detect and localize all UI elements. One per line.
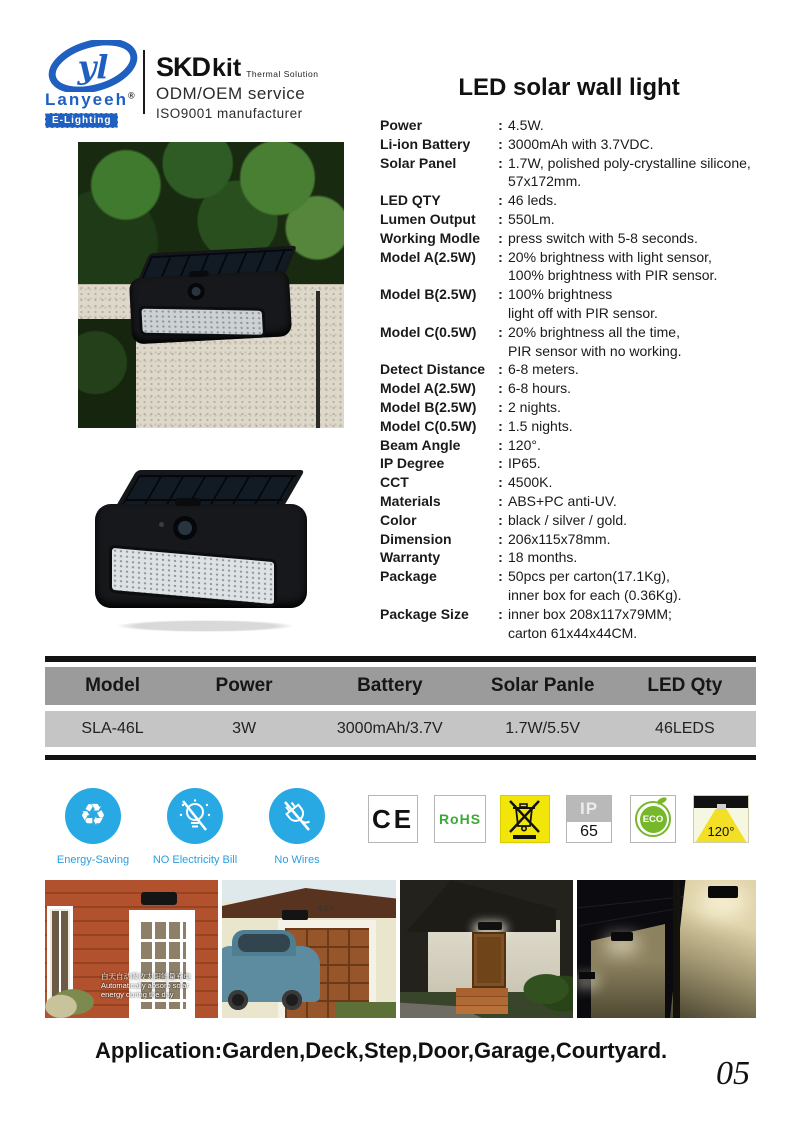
spec-label: Package Size bbox=[380, 605, 469, 622]
column-header: LED Qty bbox=[647, 675, 723, 696]
feature-label: NO Electricity Bill bbox=[152, 854, 238, 866]
foliage-shadow bbox=[78, 319, 136, 428]
svg-text:yl: yl bbox=[77, 48, 109, 86]
solar-wall-light-product bbox=[128, 246, 303, 351]
spec-label: Detect Distance bbox=[380, 361, 486, 378]
spec-row: Model B(2.5W) : 100% brightness light off with PIR sensor. bbox=[380, 285, 785, 323]
spec-row: Model C(0.5W) : 1.5 nights. bbox=[380, 417, 785, 436]
spec-value: 20% brightness with light sensor, 100% brightness with PIR sensor. bbox=[508, 248, 718, 284]
crossed-out-wheelie-bin-icon bbox=[501, 796, 549, 842]
registered-mark: ® bbox=[127, 90, 135, 101]
eco-badge bbox=[630, 795, 676, 843]
spec-row: Model B(2.5W) : 2 nights. bbox=[380, 398, 785, 417]
spec-row: Dimension : 206x115x78mm. bbox=[380, 530, 785, 549]
grass bbox=[336, 1002, 396, 1018]
ce-mark-badge: CE bbox=[368, 795, 418, 843]
lamp-button bbox=[175, 498, 201, 506]
table-cell: 3W bbox=[232, 720, 257, 737]
spec-label: Model B(2.5W) bbox=[380, 286, 477, 303]
table-bottom-rule bbox=[45, 755, 756, 760]
mounted-light bbox=[282, 910, 308, 920]
spec-value: 4500K. bbox=[508, 474, 553, 491]
spec-list bbox=[380, 116, 785, 642]
ip-label: IP bbox=[567, 796, 611, 822]
spec-label: Model A(2.5W) bbox=[380, 380, 476, 397]
page-number: 05 bbox=[716, 1055, 750, 1092]
odm-oem-text: ODM/OEM service bbox=[156, 84, 306, 103]
brand-name: Lanyeeh® bbox=[45, 90, 135, 109]
spec-value: 1.7W, polished poly-crystalline silicone, 57x172mm. bbox=[508, 154, 751, 190]
table-cell: 3000mAh/3.7V bbox=[336, 720, 443, 737]
header-divider bbox=[143, 50, 145, 114]
page-title: LED solar wall light bbox=[458, 74, 680, 101]
spec-label: Materials bbox=[380, 492, 441, 509]
lanyeeh-monogram-icon bbox=[45, 40, 141, 92]
spec-label: LED QTY bbox=[380, 192, 441, 209]
mounted-light-glowing bbox=[478, 922, 502, 930]
ip65-badge bbox=[566, 795, 612, 843]
feature-icons bbox=[45, 788, 345, 866]
spec-label: Li-ion Battery bbox=[380, 135, 471, 152]
feature-energy-saving bbox=[45, 788, 141, 866]
table-cell: SLA-46L bbox=[81, 720, 144, 737]
table-cell: 1.7W/5.5V bbox=[505, 720, 580, 737]
spec-row: Color : black / silver / gold. bbox=[380, 511, 785, 530]
application-text: Application:Garden,Deck,Step,Door,Garage,Courtyard. bbox=[95, 1038, 668, 1063]
spec-value: 50pcs per carton(17.1Kg), inner box for each (0.36Kg). bbox=[508, 568, 682, 603]
bushes bbox=[523, 966, 573, 1012]
spec-row: Detect Distance : 6-8 meters. bbox=[380, 360, 785, 379]
spec-value: 1.5 nights. bbox=[508, 417, 573, 434]
table-header-row bbox=[45, 667, 756, 705]
plant bbox=[45, 980, 97, 1018]
ip-rating: 65 bbox=[580, 823, 598, 840]
wheel bbox=[282, 990, 302, 1010]
weee-badge bbox=[500, 795, 550, 843]
spec-value: 120°. bbox=[508, 436, 541, 453]
spec-row: Working Modle : press switch with 5-8 seconds. bbox=[380, 229, 785, 248]
column-header: Solar Panle bbox=[490, 675, 595, 696]
spec-row: Solar Panel : 1.7W, polished poly-crystalline silicone, 57x172mm. bbox=[380, 154, 785, 192]
beam-angle-value: 120° bbox=[707, 824, 735, 839]
no-electricity-bulb-icon bbox=[167, 788, 223, 844]
spec-value: black / silver / gold. bbox=[508, 511, 628, 528]
photo-house-door bbox=[45, 880, 218, 1018]
column-header: Battery bbox=[357, 675, 423, 696]
wooden-door bbox=[472, 932, 506, 988]
column-header: Power bbox=[215, 675, 273, 696]
spec-value: 206x115x78mm. bbox=[508, 530, 611, 547]
spec-label: Model C(0.5W) bbox=[380, 323, 477, 340]
skd-text: SKD bbox=[156, 52, 211, 82]
table-cell: 46LEDS bbox=[655, 720, 715, 737]
spec-value: ABS+PC anti-UV. bbox=[508, 492, 617, 509]
spec-row: IP Degree : IP65. bbox=[380, 454, 785, 473]
lit-wall-right bbox=[670, 880, 756, 1018]
application-photos bbox=[45, 880, 756, 1018]
product-photo-outdoor bbox=[78, 142, 344, 428]
spec-value: 46 leds. bbox=[508, 192, 558, 209]
spec-row: Warranty : 18 months. bbox=[380, 548, 785, 567]
skd-kit-line bbox=[156, 52, 376, 83]
kit-text: kit bbox=[212, 54, 242, 82]
spec-row: Li-ion Battery : 3000mAh with 3.7VDC. bbox=[380, 135, 785, 154]
spec-label: Model C(0.5W) bbox=[380, 417, 477, 434]
pir-sensor bbox=[173, 516, 197, 540]
mounted-light-glowing bbox=[708, 886, 738, 898]
column-header: Model bbox=[85, 675, 140, 696]
brick-steps bbox=[456, 988, 508, 1014]
mounted-light bbox=[141, 892, 177, 905]
product-photo-studio bbox=[85, 452, 335, 647]
spec-row: Package : 50pcs per carton(17.1Kg), inner box for each (0.36Kg). bbox=[380, 567, 785, 605]
solar-wall-light-product bbox=[95, 470, 325, 620]
feature-label: No Wires bbox=[274, 854, 320, 866]
spec-label: Color bbox=[380, 511, 417, 528]
spec-value: 4.5W. bbox=[508, 117, 544, 133]
spec-row: CCT : 4500K. bbox=[380, 473, 785, 492]
company-tagline bbox=[156, 52, 376, 121]
mounted-light-glowing bbox=[579, 972, 595, 979]
mounted-light-glowing bbox=[611, 932, 633, 941]
house-number: 627 bbox=[318, 906, 336, 913]
spec-label: Package bbox=[380, 568, 437, 585]
spec-label: IP Degree bbox=[380, 455, 445, 472]
stone-seam bbox=[316, 291, 320, 428]
indicator-dot bbox=[159, 522, 164, 527]
photo-caption: 白天自动吸收太阳能量充电 Automatically absorb solar energy during the day bbox=[101, 972, 191, 999]
spec-label: Warranty bbox=[380, 549, 441, 566]
led-panel bbox=[138, 306, 266, 338]
spec-row: Materials : ABS+PC anti-UV. bbox=[380, 492, 785, 511]
wheel bbox=[228, 990, 248, 1010]
thermal-solution-text: Thermal Solution bbox=[246, 69, 319, 79]
spec-value: 550Lm. bbox=[508, 210, 555, 227]
spec-label: Dimension bbox=[380, 530, 452, 547]
spec-row: Lumen Output : 550Lm. bbox=[380, 210, 785, 229]
spec-label: Beam Angle bbox=[380, 436, 461, 453]
spec-row: Model C(0.5W) : 20% brightness all the time, PIR sensor with no working. bbox=[380, 323, 785, 361]
spec-value: inner box 208x117x79MM; carton 61x44x44CM. bbox=[508, 605, 672, 641]
spec-value: 2 nights. bbox=[508, 398, 561, 415]
spec-row: LED QTY : 46 leds. bbox=[380, 191, 785, 210]
spec-row: Model A(2.5W) : 20% brightness with light sensor, 100% brightness with PIR sensor. bbox=[380, 248, 785, 286]
spec-value: 6-8 hours. bbox=[508, 380, 572, 397]
photo-cottage-dusk bbox=[400, 880, 573, 1018]
photo-night-wall bbox=[577, 880, 756, 1018]
spec-row: Beam Angle : 120°. bbox=[380, 436, 785, 455]
spec-label: Power bbox=[380, 117, 423, 133]
feature-label: Energy-Saving bbox=[56, 854, 130, 866]
spec-value: 18 months. bbox=[508, 549, 578, 566]
spec-row: Power : 4.5W. bbox=[380, 116, 785, 135]
company-logo bbox=[45, 40, 145, 128]
iso9001-text: ISO9001 manufacturer bbox=[156, 106, 303, 121]
spec-row: Package Size : inner box 208x117x79MM; carton 61x44x44CM. bbox=[380, 605, 785, 643]
rohs-badge: RoHS bbox=[434, 795, 486, 843]
photo-garage-car bbox=[222, 880, 396, 1018]
spec-value: press switch with 5-8 seconds. bbox=[508, 229, 698, 246]
beam-angle-badge bbox=[693, 795, 749, 843]
spec-row: Model A(2.5W) : 6-8 hours. bbox=[380, 379, 785, 398]
car bbox=[222, 946, 320, 1002]
spec-value: 3000mAh with 3.7VDC. bbox=[508, 135, 654, 152]
sub-brand-badge: E-Lighting bbox=[45, 113, 118, 128]
spec-value: IP65. bbox=[508, 455, 541, 472]
spec-label: Lumen Output bbox=[380, 210, 476, 227]
spec-label: CCT bbox=[380, 474, 409, 491]
spec-label: Solar Panel bbox=[380, 154, 457, 171]
recycle-icon: ♻ bbox=[65, 788, 121, 844]
product-shadow bbox=[115, 620, 295, 632]
pole bbox=[673, 880, 680, 1018]
spec-label: Working Modle bbox=[380, 229, 481, 246]
lamp-button bbox=[189, 270, 209, 277]
spec-value: 100% brightness light off with PIR sensor. bbox=[508, 286, 658, 321]
spec-label: Model B(2.5W) bbox=[380, 398, 477, 415]
summary-table bbox=[45, 656, 756, 760]
eco-apple-icon: ECO bbox=[635, 801, 671, 837]
spec-label: Model A(2.5W) bbox=[380, 248, 476, 265]
table-top-rule bbox=[45, 656, 756, 662]
feature-no-wires bbox=[249, 788, 345, 866]
no-wires-plug-icon bbox=[269, 788, 325, 844]
spec-value: 20% brightness all the time, PIR sensor with no working. bbox=[508, 323, 682, 359]
spec-value: 6-8 meters. bbox=[508, 361, 579, 378]
feature-no-electricity-bill bbox=[147, 788, 243, 866]
table-row bbox=[45, 711, 756, 747]
